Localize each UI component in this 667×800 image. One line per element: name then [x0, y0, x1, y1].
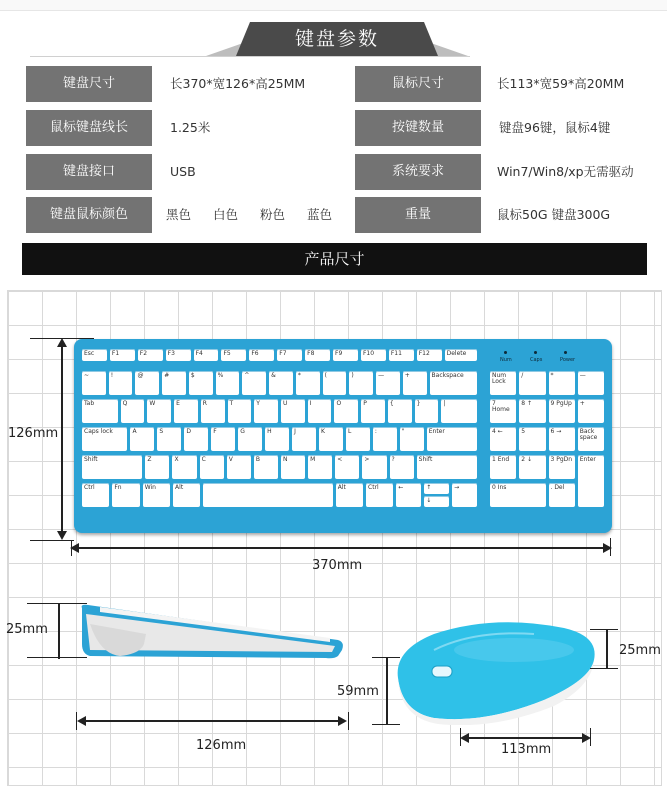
key-3-0: Caps lock	[82, 427, 127, 451]
key-0-5: F5	[221, 349, 246, 361]
spec-label-kb-size: 键盘尺寸	[26, 66, 152, 102]
indicator-label-0: Num	[500, 357, 512, 363]
spec-label-system: 系统要求	[355, 154, 481, 190]
keyboard-illustration	[74, 339, 612, 533]
mouse-width-label: 59mm	[337, 684, 379, 699]
key-0-3: F3	[166, 349, 191, 361]
key-4-0: Shift	[82, 455, 142, 479]
key-0-11: F11	[389, 349, 414, 361]
top-strip	[0, 0, 667, 11]
mouse-width-bottom-extension	[372, 724, 400, 725]
key-3-1: A	[130, 427, 154, 451]
key-5-6: Ctrl	[366, 483, 393, 507]
key-2-7: U	[281, 399, 305, 423]
kb-height-arrow-down	[57, 531, 67, 540]
key-4-4: V	[227, 455, 251, 479]
mouse-length-arrow-left	[460, 733, 469, 743]
color-option-black: 黑色	[166, 207, 192, 222]
kb-depth-arrow-left	[77, 716, 86, 726]
numpad-key-4-1: . Del	[549, 483, 575, 507]
mouse-height-bottom-extension	[590, 668, 618, 669]
numpad-key-1-3: +	[578, 399, 604, 423]
key-0-10: F10	[361, 349, 386, 361]
kb-thickness-top-extension	[27, 603, 87, 604]
mouse-width-line	[386, 657, 388, 725]
mouse-illustration	[394, 620, 599, 725]
page-title: 键盘参数	[294, 28, 379, 50]
key-1-10: )	[349, 371, 373, 395]
numpad-key-3-2: 3 PgDn	[549, 455, 575, 479]
kb-height-arrow-up	[57, 338, 67, 347]
key-4-10: ?	[390, 455, 414, 479]
key-1-5: %	[216, 371, 240, 395]
kb-depth-label: 126mm	[196, 738, 247, 753]
spec-value-system: Win7/Win8/xp无需驱动	[497, 164, 634, 179]
indicator-light-0	[504, 351, 507, 354]
kb-width-arrow-left	[70, 543, 79, 553]
key-1-9: (	[323, 371, 347, 395]
section-title-product-size: 产品尺寸	[22, 243, 647, 275]
key-0-1: F1	[110, 349, 135, 361]
key-3-10: :	[373, 427, 397, 451]
mouse-length-line	[463, 737, 585, 739]
key-2-1: Q	[121, 399, 145, 423]
key-4-2: X	[172, 455, 196, 479]
kb-thickness-line	[58, 603, 60, 659]
key-4-6: N	[281, 455, 305, 479]
spec-value-colors	[166, 197, 350, 233]
kb-thickness-label: 25mm	[6, 622, 48, 637]
key-4-3: C	[200, 455, 224, 479]
kb-thickness-bottom-extension	[27, 657, 87, 658]
kb-height-label: 126mm	[8, 426, 59, 441]
key-2-3: E	[174, 399, 198, 423]
spec-value-cable-length: 1.25米	[170, 120, 211, 135]
key-4-9: >	[362, 455, 386, 479]
numpad-key-0-1: /	[519, 371, 545, 395]
numpad-key-0-0: Num Lock	[490, 371, 516, 395]
spec-value-mouse-size: 长113*宽59*高20MM	[497, 76, 625, 91]
key-2-10: P	[361, 399, 385, 423]
key-0-13: Delete	[445, 349, 477, 361]
indicator-label-2: Power	[560, 357, 576, 363]
key-0-0: Esc	[82, 349, 107, 361]
key-0-2: F2	[138, 349, 163, 361]
key-3-5: G	[238, 427, 262, 451]
key-1-6: ^	[242, 371, 266, 395]
key-1-7: &	[269, 371, 293, 395]
numpad-key-1-1: 8 ↑	[519, 399, 545, 423]
key-3-2: S	[157, 427, 181, 451]
key-1-3: #	[162, 371, 186, 395]
kb-depth-arrow-right	[338, 716, 347, 726]
spec-label-mouse-size: 鼠标尺寸	[355, 66, 481, 102]
key-2-13: |	[441, 399, 477, 423]
key-2-11: {	[388, 399, 412, 423]
key-4-5: B	[254, 455, 278, 479]
key-5-9: →	[452, 483, 477, 507]
key-5-8: ↑	[424, 483, 449, 494]
indicator-label-1: Caps	[530, 357, 543, 363]
key-0-7: F7	[277, 349, 302, 361]
key-1-4: $	[189, 371, 213, 395]
key-1-1: !	[109, 371, 133, 395]
key-4-8: <	[335, 455, 359, 479]
kb-width-label: 370mm	[312, 558, 363, 573]
key-3-11: "	[400, 427, 424, 451]
key-4-7: M	[308, 455, 332, 479]
keyboard-side-view	[80, 604, 345, 664]
key-3-3: D	[184, 427, 208, 451]
key-2-0: Tab	[82, 399, 118, 423]
spec-value-interface: USB	[170, 164, 196, 179]
numpad-key-2-0: 4 ←	[490, 427, 516, 451]
key-3-12: Enter	[427, 427, 477, 451]
numpad-key-1-0: 7 Home	[490, 399, 516, 423]
key-2-12: }	[415, 399, 439, 423]
spec-label-key-count: 按键数量	[355, 110, 481, 146]
spec-value-kb-size: 长370*宽126*高25MM	[170, 76, 306, 91]
numpad-key-3-0: 1 End	[490, 455, 516, 479]
key-3-8: K	[319, 427, 343, 451]
key-1-8: *	[296, 371, 320, 395]
key-5-2: Win	[143, 483, 170, 507]
key-3-4: F	[211, 427, 235, 451]
numpad-key-4-0: 0 Ins	[490, 483, 546, 507]
key-5-0: Ctrl	[82, 483, 109, 507]
mouse-height-label: 25mm	[619, 643, 661, 658]
key-2-6: Y	[254, 399, 278, 423]
title-underline	[30, 56, 470, 57]
numpad-key-0-2: *	[549, 371, 575, 395]
numpad-key-1-2: 9 PgUp	[549, 399, 575, 423]
key-1-12: +	[403, 371, 427, 395]
key-5-5: Alt	[336, 483, 363, 507]
key-1-13: Backspace	[430, 371, 477, 395]
keyboard-keys-area	[82, 349, 604, 525]
header-title-banner	[206, 22, 468, 56]
key-0-12: F12	[417, 349, 442, 361]
key-2-9: O	[334, 399, 358, 423]
key-5-7: ←	[396, 483, 421, 507]
numpad-key-2-2: 6 →	[549, 427, 575, 451]
indicator-light-1	[534, 351, 537, 354]
kb-depth-line	[80, 720, 342, 722]
kb-height-bottom-extension	[30, 540, 74, 541]
numpad-key-2-1: 5	[519, 427, 545, 451]
key-1-0: ~	[82, 371, 106, 395]
key-3-7: J	[292, 427, 316, 451]
key-2-4: R	[201, 399, 225, 423]
key-0-4: F4	[194, 349, 219, 361]
numpad-key-3-1: 2 ↓	[519, 455, 545, 479]
key-5-4	[203, 483, 332, 507]
kb-width-arrow-right	[603, 543, 612, 553]
key-1-2: @	[135, 371, 159, 395]
mouse-height-line	[606, 629, 608, 669]
key-0-6: F6	[249, 349, 274, 361]
indicator-light-2	[564, 351, 567, 354]
key-1-11: —	[376, 371, 400, 395]
spec-label-colors: 键盘鼠标颜色	[26, 197, 152, 233]
key-3-6: H	[265, 427, 289, 451]
spec-label-interface: 键盘接口	[26, 154, 152, 190]
kb-width-line	[76, 547, 606, 549]
key-5-1: Fn	[112, 483, 139, 507]
key-2-8: I	[308, 399, 332, 423]
numpad-key-2-3: Back space	[578, 427, 604, 451]
color-option-blue: 蓝色	[307, 207, 333, 222]
key-0-8: F8	[305, 349, 330, 361]
key-0-9: F9	[333, 349, 358, 361]
kb-height-line	[61, 345, 63, 533]
key-arrow-down: ↓	[424, 496, 449, 507]
mouse-length-arrow-right	[582, 733, 591, 743]
kb-depth-right-extension	[348, 712, 349, 730]
key-5-3: Alt	[173, 483, 200, 507]
color-option-pink: 粉色	[260, 207, 286, 222]
spec-label-cable-length: 鼠标键盘线长	[26, 110, 152, 146]
mouse-height-top-extension	[590, 629, 618, 630]
key-4-1: Z	[145, 455, 169, 479]
key-4-11: Shift	[417, 455, 477, 479]
spec-value-key-count: 键盘96键，鼠标4键	[499, 120, 611, 135]
mouse-width-top-extension	[372, 657, 400, 658]
spec-label-weight: 重量	[355, 197, 481, 233]
color-option-white: 白色	[213, 207, 239, 222]
key-2-2: W	[147, 399, 171, 423]
mouse-length-label: 113mm	[501, 742, 552, 757]
key-2-5: T	[228, 399, 252, 423]
numpad-key-3-3: Enter	[578, 455, 604, 507]
numpad-key-0-3: —	[578, 371, 604, 395]
spec-value-weight: 鼠标50G 键盘300G	[497, 207, 611, 222]
key-3-9: L	[346, 427, 370, 451]
